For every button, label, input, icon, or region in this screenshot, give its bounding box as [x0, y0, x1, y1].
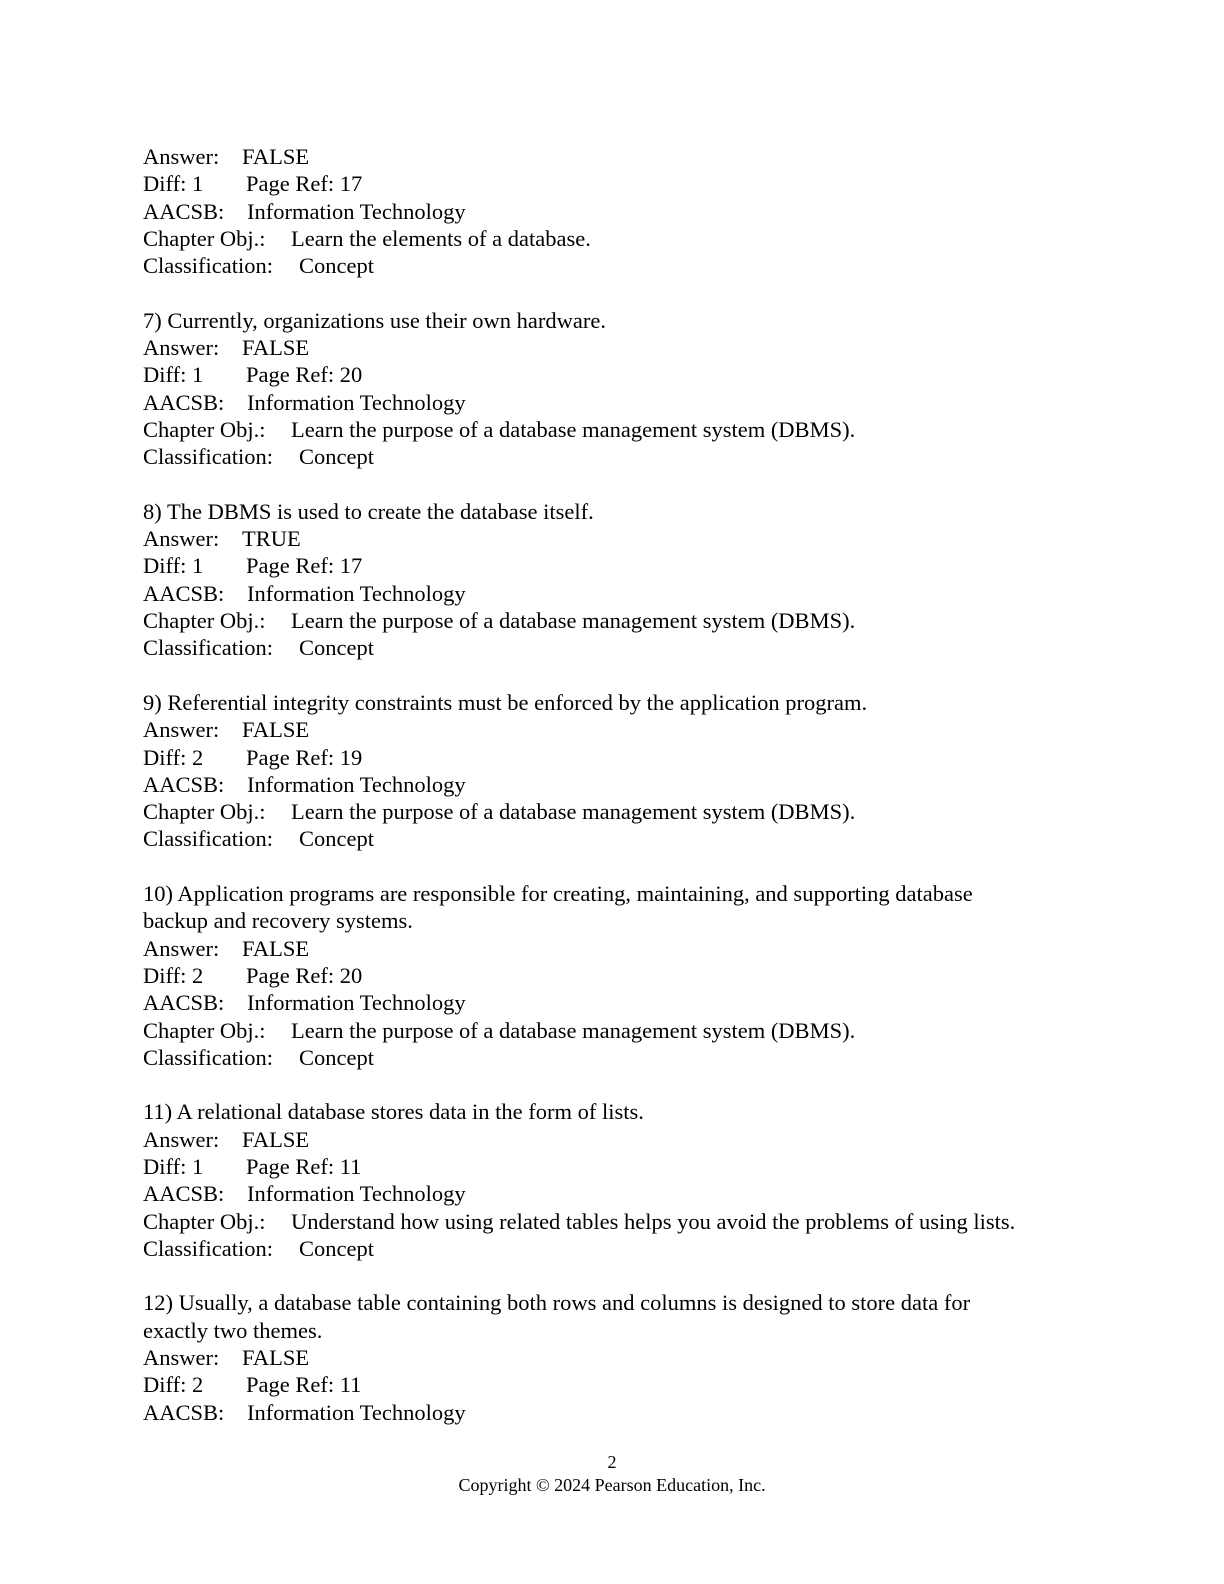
question-text-line1: 10) Application programs are responsible for creating, maintaining, and supporting database: [143, 881, 973, 907]
aacsb-line: [143, 389, 1083, 416]
classification-label: Classification:: [143, 1235, 273, 1261]
aacsb-line: [143, 580, 1083, 607]
diff-line: [143, 1153, 1083, 1180]
classification-value: Concept: [299, 826, 374, 852]
answer-value: FALSE: [242, 1126, 310, 1152]
page-ref-value: 20: [339, 362, 363, 388]
classification-label: Classification:: [143, 444, 273, 470]
chapter-obj-line: [143, 1017, 1083, 1044]
answer-label: Answer:: [143, 144, 220, 169]
question-text: 7) Currently, organizations use their own hardware.: [143, 307, 606, 333]
aacsb-value: Information Technology: [247, 1399, 466, 1425]
page-ref-value: 11: [339, 1153, 362, 1179]
answer-label: Answer:: [143, 526, 220, 552]
chapter-obj-value: Learn the purpose of a database management system (DBMS).: [291, 799, 856, 825]
answer-label: Answer:: [143, 1345, 220, 1371]
chapter-obj-label: Chapter Obj.:: [143, 1208, 266, 1234]
answer-value: FALSE: [242, 144, 310, 169]
question-text-line2: exactly two themes.: [143, 1317, 323, 1343]
classification-line: [143, 1235, 1083, 1262]
page-ref-value: 17: [339, 171, 363, 197]
diff-value: 2: [191, 744, 204, 770]
diff-line: [143, 170, 1083, 197]
document-page: [143, 143, 1083, 1426]
chapter-obj-label: Chapter Obj.:: [143, 1017, 266, 1043]
diff-label: Diff:: [143, 171, 187, 197]
diff-line: [143, 361, 1083, 388]
diff-value: 2: [191, 962, 204, 988]
answer-line: [143, 1126, 1083, 1153]
chapter-obj-line: [143, 416, 1083, 443]
aacsb-value: Information Technology: [247, 580, 466, 606]
chapter-obj-line: [143, 607, 1083, 634]
aacsb-label: AACSB:: [143, 1181, 225, 1207]
page-ref-value: 11: [339, 1372, 362, 1398]
chapter-obj-value: Learn the elements of a database.: [291, 225, 591, 251]
diff-value: 2: [191, 1372, 204, 1398]
classification-line: [143, 634, 1083, 661]
diff-label: Diff:: [143, 362, 187, 388]
answer-line: [143, 1344, 1083, 1371]
answer-label: Answer:: [143, 335, 220, 361]
chapter-obj-line: [143, 1208, 1083, 1235]
chapter-obj-label: Chapter Obj.:: [143, 225, 266, 251]
chapter-obj-value: Learn the purpose of a database management system (DBMS).: [291, 1017, 856, 1043]
question-text-line1: 12) Usually, a database table containing both rows and columns is designed to store data for: [143, 1290, 971, 1316]
aacsb-value: Information Technology: [247, 198, 466, 224]
answer-line: [143, 334, 1083, 361]
aacsb-label: AACSB:: [143, 198, 225, 224]
classification-line: [143, 443, 1083, 470]
answer-label: Answer:: [143, 717, 220, 743]
classification-value: Concept: [299, 253, 374, 279]
chapter-obj-label: Chapter Obj.:: [143, 608, 266, 634]
aacsb-value: Information Technology: [247, 771, 466, 797]
copyright-notice: Copyright © 2024 Pearson Education, Inc.: [458, 1475, 766, 1495]
question-text: 8) The DBMS is used to create the database itself.: [143, 498, 594, 524]
aacsb-value: Information Technology: [247, 1181, 466, 1207]
page-ref-label: Page Ref:: [245, 1153, 335, 1179]
chapter-obj-label: Chapter Obj.:: [143, 799, 266, 825]
answer-line: [143, 143, 1083, 170]
page-ref-label: Page Ref:: [245, 744, 335, 770]
classification-label: Classification:: [143, 1044, 273, 1070]
classification-value: Concept: [299, 1235, 374, 1261]
diff-value: 1: [191, 1153, 204, 1179]
chapter-obj-label: Chapter Obj.:: [143, 416, 266, 442]
classification-line: [143, 825, 1083, 852]
classification-line: [143, 1044, 1083, 1071]
aacsb-label: AACSB:: [143, 1399, 225, 1425]
page-number: 2: [607, 1452, 617, 1472]
aacsb-value: Information Technology: [247, 990, 466, 1016]
answer-value: FALSE: [242, 335, 310, 361]
classification-value: Concept: [299, 635, 374, 661]
question-text: 11) A relational database stores data in the form of lists.: [143, 1099, 644, 1125]
aacsb-label: AACSB:: [143, 389, 225, 415]
answer-line: [143, 935, 1083, 962]
classification-label: Classification:: [143, 253, 273, 279]
aacsb-label: AACSB:: [143, 580, 225, 606]
aacsb-line: [143, 1399, 1083, 1426]
answer-label: Answer:: [143, 935, 220, 961]
classification-value: Concept: [299, 1044, 374, 1070]
diff-line: [143, 962, 1083, 989]
answer-value: FALSE: [242, 1345, 310, 1371]
answer-line: [143, 716, 1083, 743]
question-text-line2: backup and recovery systems.: [143, 908, 413, 934]
page-ref-value: 17: [339, 553, 363, 579]
aacsb-line: [143, 198, 1083, 225]
chapter-obj-value: Understand how using related tables helps you avoid the problems of using lists.: [291, 1208, 1016, 1234]
answer-line: [143, 525, 1083, 552]
answer-label: Answer:: [143, 1126, 220, 1152]
chapter-obj-value: Learn the purpose of a database management system (DBMS).: [291, 608, 856, 634]
answer-value: FALSE: [242, 717, 310, 743]
page-ref-value: 19: [339, 744, 363, 770]
page-ref-label: Page Ref:: [245, 171, 335, 197]
diff-label: Diff:: [143, 962, 187, 988]
diff-label: Diff:: [143, 1372, 187, 1398]
classification-line: [143, 252, 1083, 279]
question-text: 9) Referential integrity constraints must be enforced by the application program.: [143, 689, 868, 715]
page-ref-value: 20: [339, 962, 363, 988]
diff-line: [143, 552, 1083, 579]
classification-value: Concept: [299, 444, 374, 470]
diff-value: 1: [191, 362, 204, 388]
chapter-obj-line: [143, 798, 1083, 825]
page-ref-label: Page Ref:: [245, 962, 335, 988]
diff-label: Diff:: [143, 744, 187, 770]
aacsb-value: Information Technology: [247, 389, 466, 415]
page-ref-label: Page Ref:: [245, 553, 335, 579]
answer-value: TRUE: [242, 526, 301, 552]
diff-line: [143, 1371, 1083, 1398]
classification-label: Classification:: [143, 635, 273, 661]
aacsb-line: [143, 1180, 1083, 1207]
answer-value: FALSE: [242, 935, 310, 961]
page-ref-label: Page Ref:: [245, 362, 335, 388]
diff-label: Diff:: [143, 1153, 187, 1179]
aacsb-line: [143, 771, 1083, 798]
diff-label: Diff:: [143, 553, 187, 579]
chapter-obj-value: Learn the purpose of a database management system (DBMS).: [291, 416, 856, 442]
aacsb-label: AACSB:: [143, 990, 225, 1016]
aacsb-label: AACSB:: [143, 771, 225, 797]
chapter-obj-line: [143, 225, 1083, 252]
diff-line: [143, 744, 1083, 771]
diff-value: 1: [191, 171, 204, 197]
classification-label: Classification:: [143, 826, 273, 852]
page-ref-label: Page Ref:: [245, 1372, 335, 1398]
aacsb-line: [143, 989, 1083, 1016]
diff-value: 1: [191, 553, 204, 579]
